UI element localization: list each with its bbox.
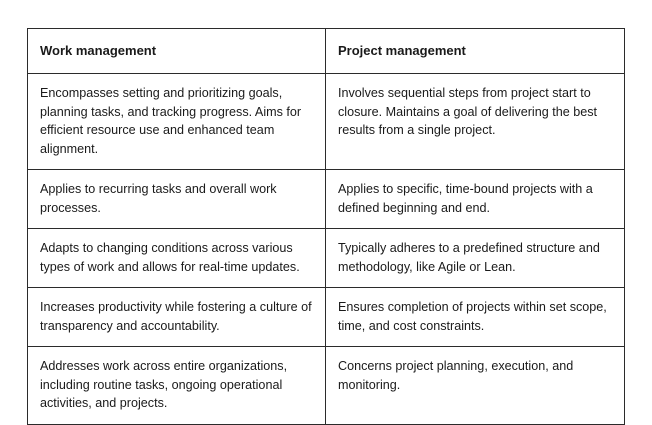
- table-cell-project-management: [326, 74, 625, 170]
- table-cell-work-management: [28, 170, 326, 229]
- table-cell-work-management: [28, 229, 326, 288]
- cell-text: Applies to specific, time-bound projects with a defined beginning and end.: [338, 182, 593, 215]
- cell-text: Involves sequential steps from project start to closure. Maintains a goal of delivering the best results from a single project.: [338, 86, 598, 138]
- table-header: [28, 29, 625, 74]
- table-cell-project-management: [326, 288, 625, 347]
- cell-text: Increases productivity while fostering a culture of transparency and accountability.: [40, 300, 312, 333]
- table-row: [28, 74, 625, 170]
- table-cell-work-management: [28, 288, 326, 347]
- table-header-row: [28, 29, 625, 74]
- table-cell-work-management: [28, 347, 326, 425]
- table-cell-project-management: [326, 347, 625, 425]
- cell-text: Encompasses setting and prioritizing goals, planning tasks, and tracking progress. Aims for efficient resource use and enhanced team alignment.: [40, 86, 302, 156]
- table-cell-project-management: [326, 229, 625, 288]
- column-header-label: Project management: [338, 43, 466, 58]
- table-cell-project-management: [326, 170, 625, 229]
- table-row: [28, 288, 625, 347]
- cell-text: Typically adheres to a predefined structure and methodology, like Agile or Lean.: [338, 241, 600, 274]
- column-header-label: Work management: [40, 43, 157, 58]
- table-body: [28, 74, 625, 425]
- table-cell-work-management: [28, 74, 326, 170]
- cell-text: Adapts to changing conditions across various types of work and allows for real-time updates.: [40, 241, 300, 274]
- cell-text: Applies to recurring tasks and overall work processes.: [40, 182, 277, 215]
- table-row: [28, 229, 625, 288]
- comparison-table: [27, 28, 625, 425]
- cell-text: Ensures completion of projects within set scope, time, and cost constraints.: [338, 300, 607, 333]
- table-row: [28, 347, 625, 425]
- cell-text: Concerns project planning, execution, and monitoring.: [338, 359, 574, 392]
- table-row: [28, 170, 625, 229]
- comparison-table-container: [27, 28, 624, 425]
- column-header-work-management: [28, 29, 326, 74]
- column-header-project-management: [326, 29, 625, 74]
- cell-text: Addresses work across entire organizations, including routine tasks, ongoing operational activities, and projects.: [40, 359, 288, 411]
